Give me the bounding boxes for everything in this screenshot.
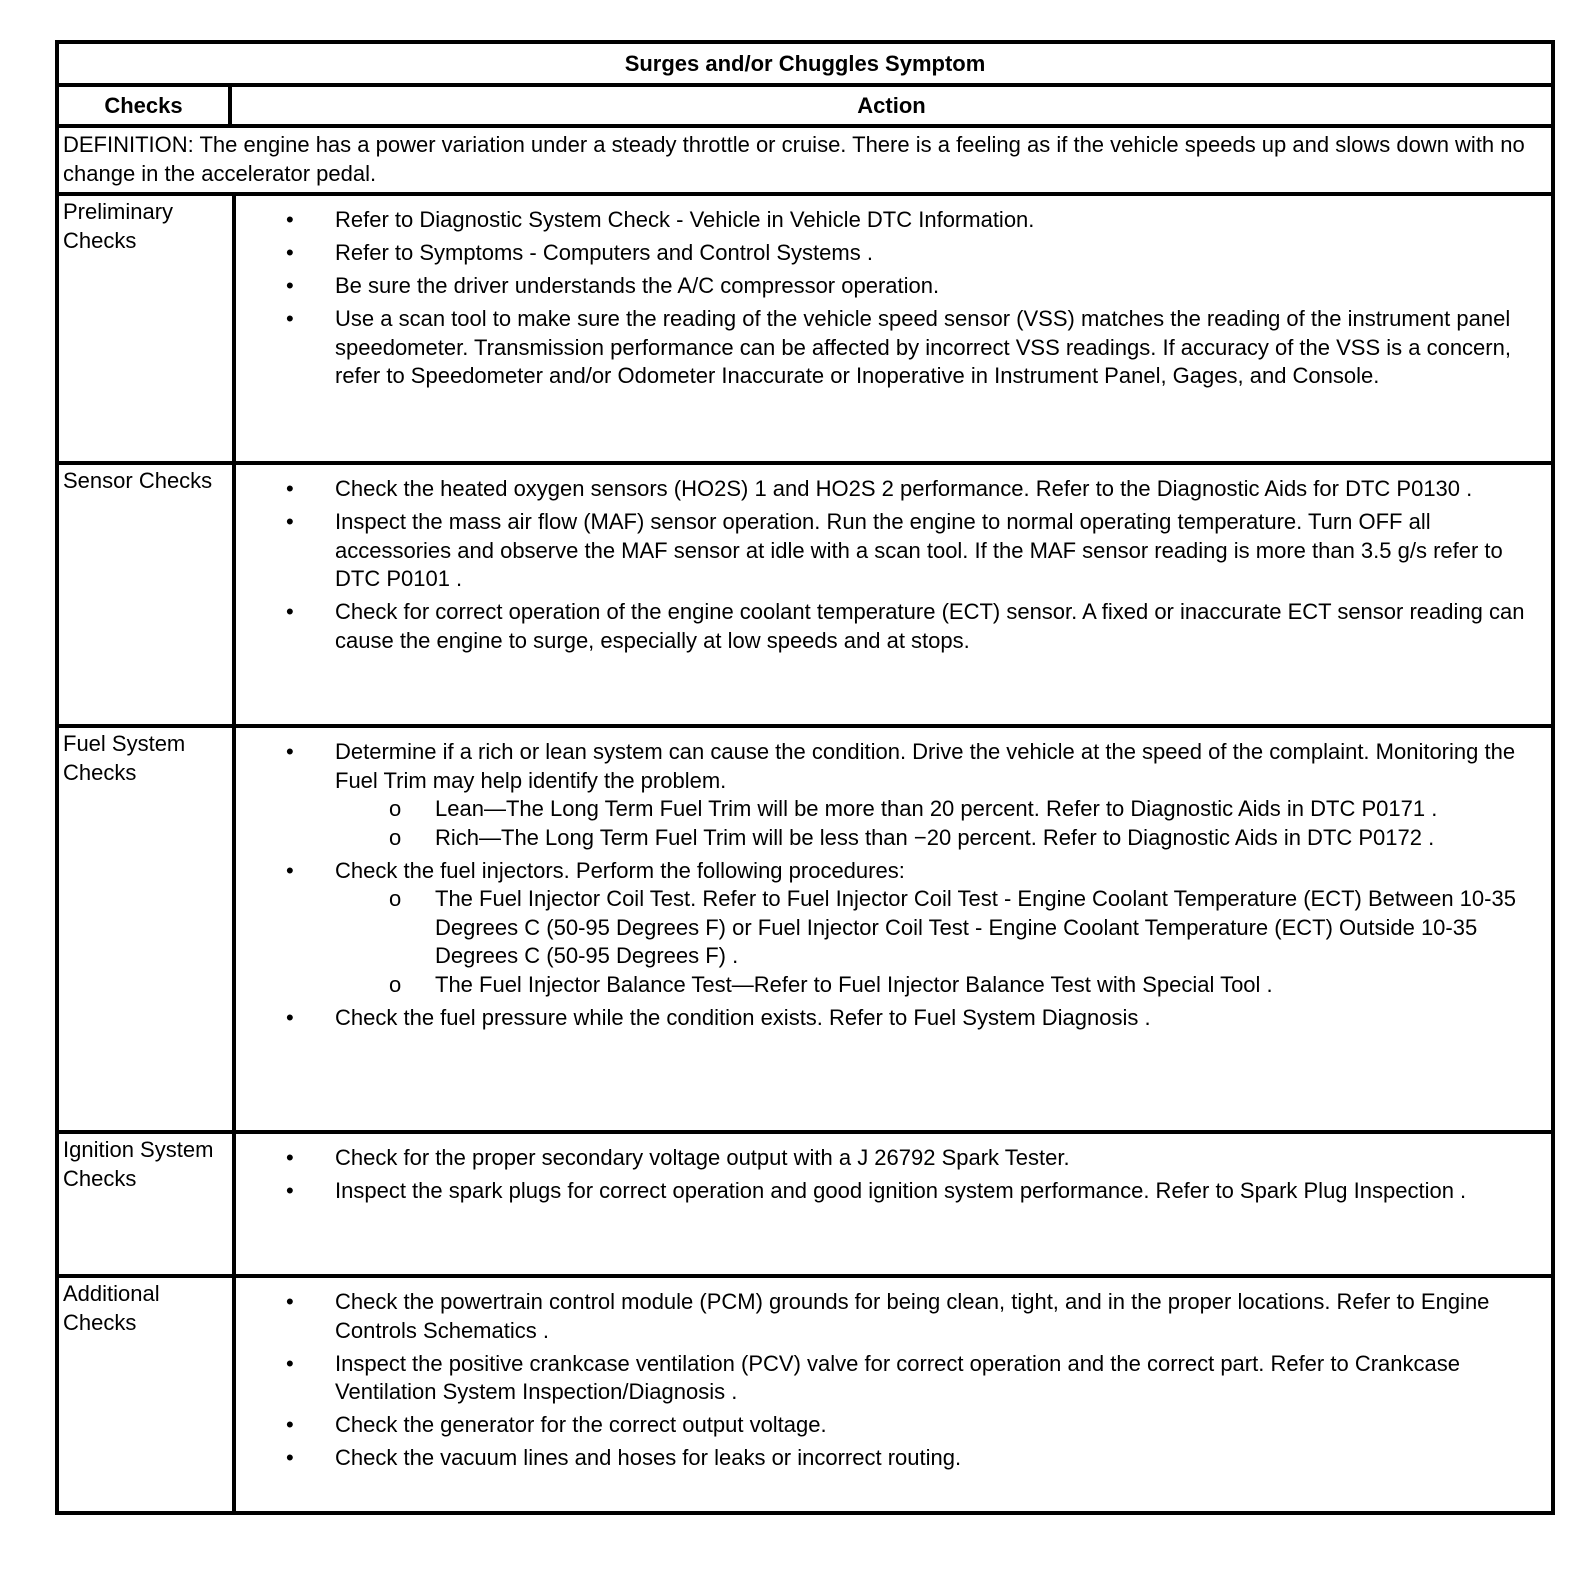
- symptom-table: [55, 40, 1555, 1515]
- action-text: Inspect the spark plugs for correct operation and good ignition system performance. Refer to Spark Plug Inspection .: [335, 1178, 1467, 1203]
- action-item: [232, 1350, 1551, 1407]
- sub-action-item: [335, 971, 1545, 1000]
- action-text: Check the generator for the correct output voltage.: [335, 1412, 827, 1437]
- action-list: [232, 1134, 1551, 1206]
- action-list: [232, 196, 1551, 391]
- bullet-icon: •: [286, 476, 294, 501]
- action-item: [232, 1004, 1551, 1033]
- action-text: Check for the proper secondary voltage output with a J 26792 Spark Tester.: [335, 1145, 1070, 1170]
- bullet-icon: •: [286, 857, 294, 883]
- bullet-icon: •: [286, 509, 294, 534]
- action-header: Action: [857, 93, 926, 118]
- action-cell: [232, 465, 1551, 724]
- check-category: Fuel System Checks: [59, 728, 236, 1130]
- bullet-icon: •: [286, 306, 294, 331]
- bullet-icon: •: [286, 1445, 294, 1470]
- action-text: Inspect the positive crankcase ventilation (PCV) valve for correct operation and the correct part. Refer to Crankcase Ventilation System Inspection/Diagnosis .: [335, 1350, 1460, 1404]
- action-item: [232, 272, 1551, 301]
- action-item: [232, 1444, 1551, 1473]
- bullet-icon: •: [286, 1350, 294, 1376]
- sub-bullet-icon: o: [389, 886, 402, 911]
- bullet-icon: •: [286, 240, 294, 265]
- sub-bullet-icon: o: [389, 824, 402, 850]
- action-item: [232, 738, 1551, 852]
- bullet-icon: •: [286, 273, 294, 298]
- action-item: [232, 598, 1551, 655]
- section-row: [59, 196, 1551, 465]
- check-category: Additional Checks: [59, 1278, 236, 1511]
- action-text: Inspect the mass air flow (MAF) sensor operation. Run the engine to normal operating temperature. Turn OFF all accessories and observe the MAF sensor at idle with a scan tool. If the MAF sensor reading is more than 3.5 g/s refer to DTC P0101 .: [335, 509, 1503, 591]
- sub-action-item: [335, 795, 1545, 824]
- action-text: Check for correct operation of the engine coolant temperature (ECT) sensor. A fixed or inaccurate ECT sensor reading can cause the engine to surge, especially at low speeds and at stops.: [335, 599, 1525, 653]
- check-category: Ignition System Checks: [59, 1134, 236, 1274]
- definition: DEFINITION: The engine has a power variation under a steady throttle or cruise. There is a feeling as if the vehicle speeds up and slows down with no change in the accelerator pedal.: [59, 128, 1551, 196]
- action-item: [232, 475, 1551, 504]
- sub-action-item: [335, 885, 1545, 971]
- action-cell: [232, 1278, 1551, 1511]
- sub-action-text: The Fuel Injector Balance Test—Refer to Fuel Injector Balance Test with Special Tool .: [435, 971, 1273, 997]
- action-item: [232, 1144, 1551, 1173]
- action-list: [232, 728, 1551, 1032]
- sub-action-text: Rich—The Long Term Fuel Trim will be less than −20 percent. Refer to Diagnostic Aids in DTC P0172 .: [435, 824, 1435, 850]
- sub-bullet-icon: o: [389, 971, 402, 997]
- bullet-icon: •: [286, 1178, 294, 1203]
- bullet-icon: •: [286, 1145, 294, 1170]
- check-category: Sensor Checks: [59, 465, 236, 724]
- checks-header: Checks: [59, 87, 232, 124]
- action-text: Check the fuel pressure while the condition exists. Refer to Fuel System Diagnosis .: [335, 1004, 1151, 1030]
- table-title: Surges and/or Chuggles Symptom: [59, 44, 1551, 87]
- section-row: [59, 1278, 1551, 1511]
- action-text: Refer to Diagnostic System Check - Vehicle in Vehicle DTC Information.: [335, 207, 1035, 232]
- action-item: [232, 857, 1551, 1000]
- action-cell: [232, 728, 1551, 1130]
- action-item: [232, 206, 1551, 235]
- section-row: [59, 1134, 1551, 1278]
- action-text: Refer to Symptoms - Computers and Control Systems .: [335, 240, 873, 265]
- action-item: [232, 239, 1551, 268]
- bullet-icon: •: [286, 207, 294, 232]
- action-text: Check the fuel injectors. Perform the following procedures:: [335, 857, 905, 883]
- section-row: [59, 465, 1551, 728]
- sub-action-item: [335, 824, 1545, 853]
- action-cell: [232, 1134, 1551, 1274]
- action-list: [232, 1278, 1551, 1473]
- sub-action-list: [335, 885, 1545, 999]
- action-item: [232, 1411, 1551, 1440]
- action-item: [232, 305, 1551, 391]
- sub-action-list: [335, 795, 1545, 852]
- section-row: [59, 728, 1551, 1134]
- header-row: [59, 87, 1551, 128]
- sub-action-text: The Fuel Injector Coil Test. Refer to Fuel Injector Coil Test - Engine Coolant Temperature (ECT) Between 10-35 Degrees C (50-95 Degrees F) or Fuel Injector Coil Test - Engine Coolant Temperature (ECT) Outside 10-35 Degrees C (50-95 Degrees F) .: [435, 886, 1516, 968]
- action-text: Use a scan tool to make sure the reading of the vehicle speed sensor (VSS) matches the reading of the instrument panel speedometer. Transmission performance can be affected by incorrect VSS readings. If accuracy of the VSS is a concern, refer to Speedometer and/or Odometer Inaccurate or Inoperative in Instrument Panel, Gages, and Console.: [335, 306, 1511, 388]
- bullet-icon: •: [286, 1412, 294, 1437]
- action-item: [232, 1177, 1551, 1206]
- action-text: Be sure the driver understands the A/C compressor operation.: [335, 273, 940, 298]
- action-text: Check the heated oxygen sensors (HO2S) 1 and HO2S 2 performance. Refer to the Diagnostic Aids for DTC P0130 .: [335, 476, 1473, 501]
- bullet-icon: •: [286, 1289, 294, 1314]
- sub-bullet-icon: o: [389, 796, 402, 821]
- action-item: [232, 508, 1551, 594]
- action-text: Check the powertrain control module (PCM) grounds for being clean, tight, and in the proper locations. Refer to Engine Controls Schematics .: [335, 1289, 1490, 1343]
- bullet-icon: •: [286, 739, 294, 764]
- action-text: Check the vacuum lines and hoses for leaks or incorrect routing.: [335, 1445, 962, 1470]
- action-item: [232, 1288, 1551, 1345]
- bullet-icon: •: [286, 1004, 294, 1030]
- action-cell: [232, 196, 1551, 461]
- action-list: [232, 465, 1551, 655]
- action-text: Determine if a rich or lean system can cause the condition. Drive the vehicle at the speed of the complaint. Monitoring the Fuel Trim may help identify the problem.: [335, 739, 1516, 793]
- check-category: Preliminary Checks: [59, 196, 236, 461]
- bullet-icon: •: [286, 599, 294, 624]
- sub-action-text: Lean—The Long Term Fuel Trim will be more than 20 percent. Refer to Diagnostic Aids in DTC P0171 .: [435, 796, 1438, 821]
